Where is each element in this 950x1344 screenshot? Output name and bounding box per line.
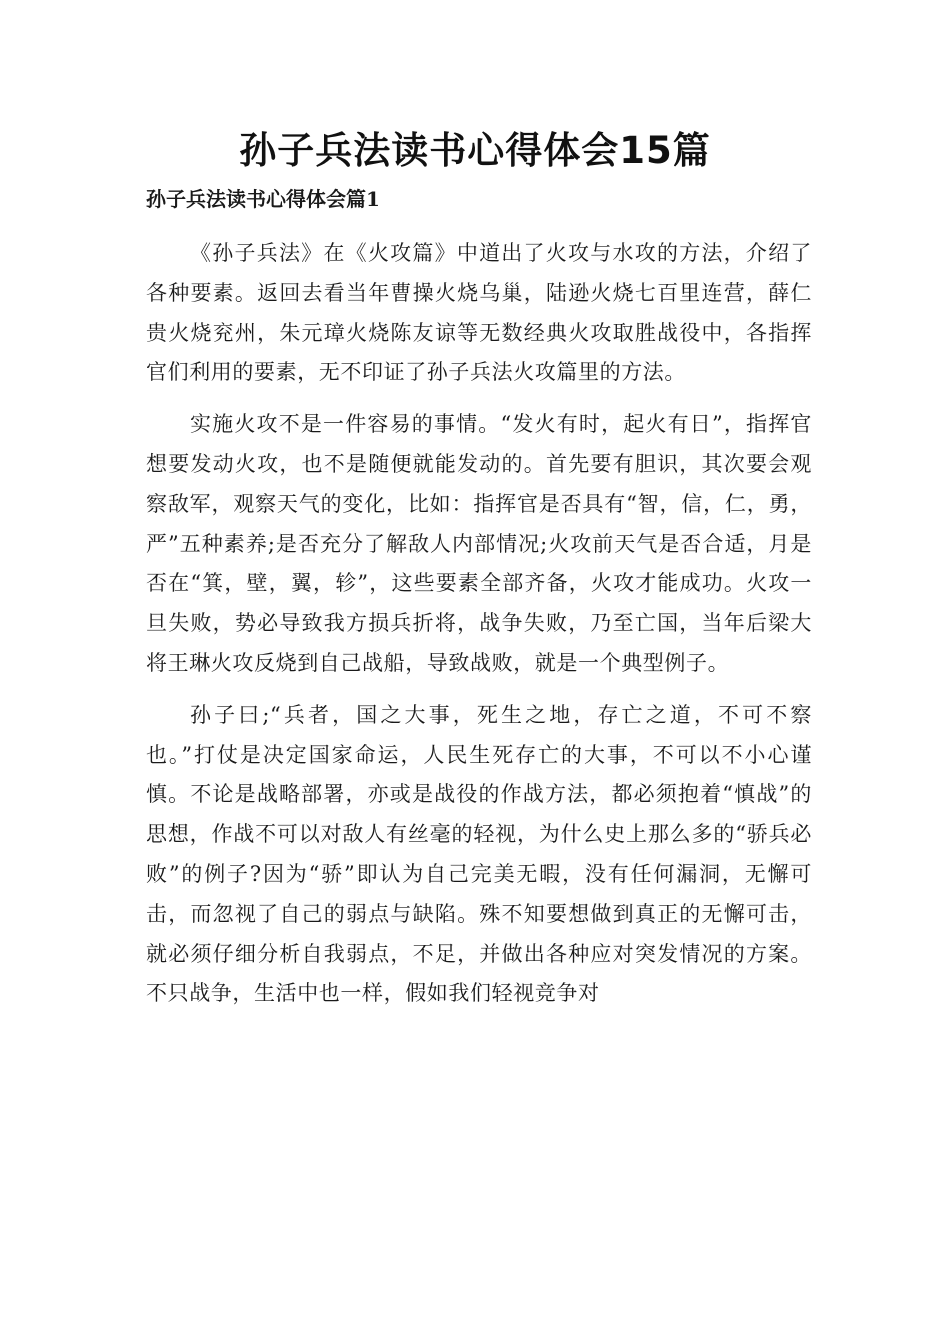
section-heading: 孙子兵法读书心得体会篇1: [146, 187, 380, 211]
paragraph-3: 孙子曰;“兵者，国之大事，死生之地，存亡之道，不可不察也。”打仗是决定国家命运，人民生死存亡的大事，不可以不小心谨慎。不论是战略部署，亦或是战役的作战方法，都必须抱着“慎战”的思想，作战不可以对敌人有丝毫的轻视，为什么史上那么多的“骄兵必败”的例子?因为“骄”即认为自己完美无暇，没有任何漏洞，无懈可击，而忽视了自己的弱点与缺陷。殊不知要想做到真正的无懈可击，就必须仔细分析自我弱点，不足，并做出各种应对突发情况的方案。不只战争，生活中也一样，假如我们轻视竞争对: [146, 702, 812, 1006]
paragraph-2: 实施火攻不是一件容易的事情。“发火有时，起火有日”，指挥官想要发动火攻，也不是随便就能发动的。首先要有胆识，其次要会观察敌军，观察天气的变化，比如：指挥官是否具有“智，信，仁，勇，严”五种素养;是否充分了解敌人内部情况;火攻前天气是否合适，月是否在“箕，壁，翼，轸”，这些要素全部齐备，火攻才能成功。火攻一旦失败，势必导致我方损兵折将，战争失败，乃至亡国，当年后梁大将王琳火攻反烧到自己战船，导致战败，就是一个典型例子。: [146, 412, 812, 675]
document-title: 孙子兵法读书心得体会15篇: [239, 129, 711, 172]
document-body: [146, 234, 812, 1014]
paragraph-1: 《孙子兵法》在《火攻篇》中道出了火攻与水攻的方法，介绍了各种要素。返回去看当年曹操火烧乌巢，陆逊火烧七百里连营，薛仁贵火烧兖州，朱元璋火烧陈友谅等无数经典火攻取胜战役中，各指挥官们利用的要素，无不印证了孙子兵法火攻篇里的方法。: [146, 241, 812, 385]
